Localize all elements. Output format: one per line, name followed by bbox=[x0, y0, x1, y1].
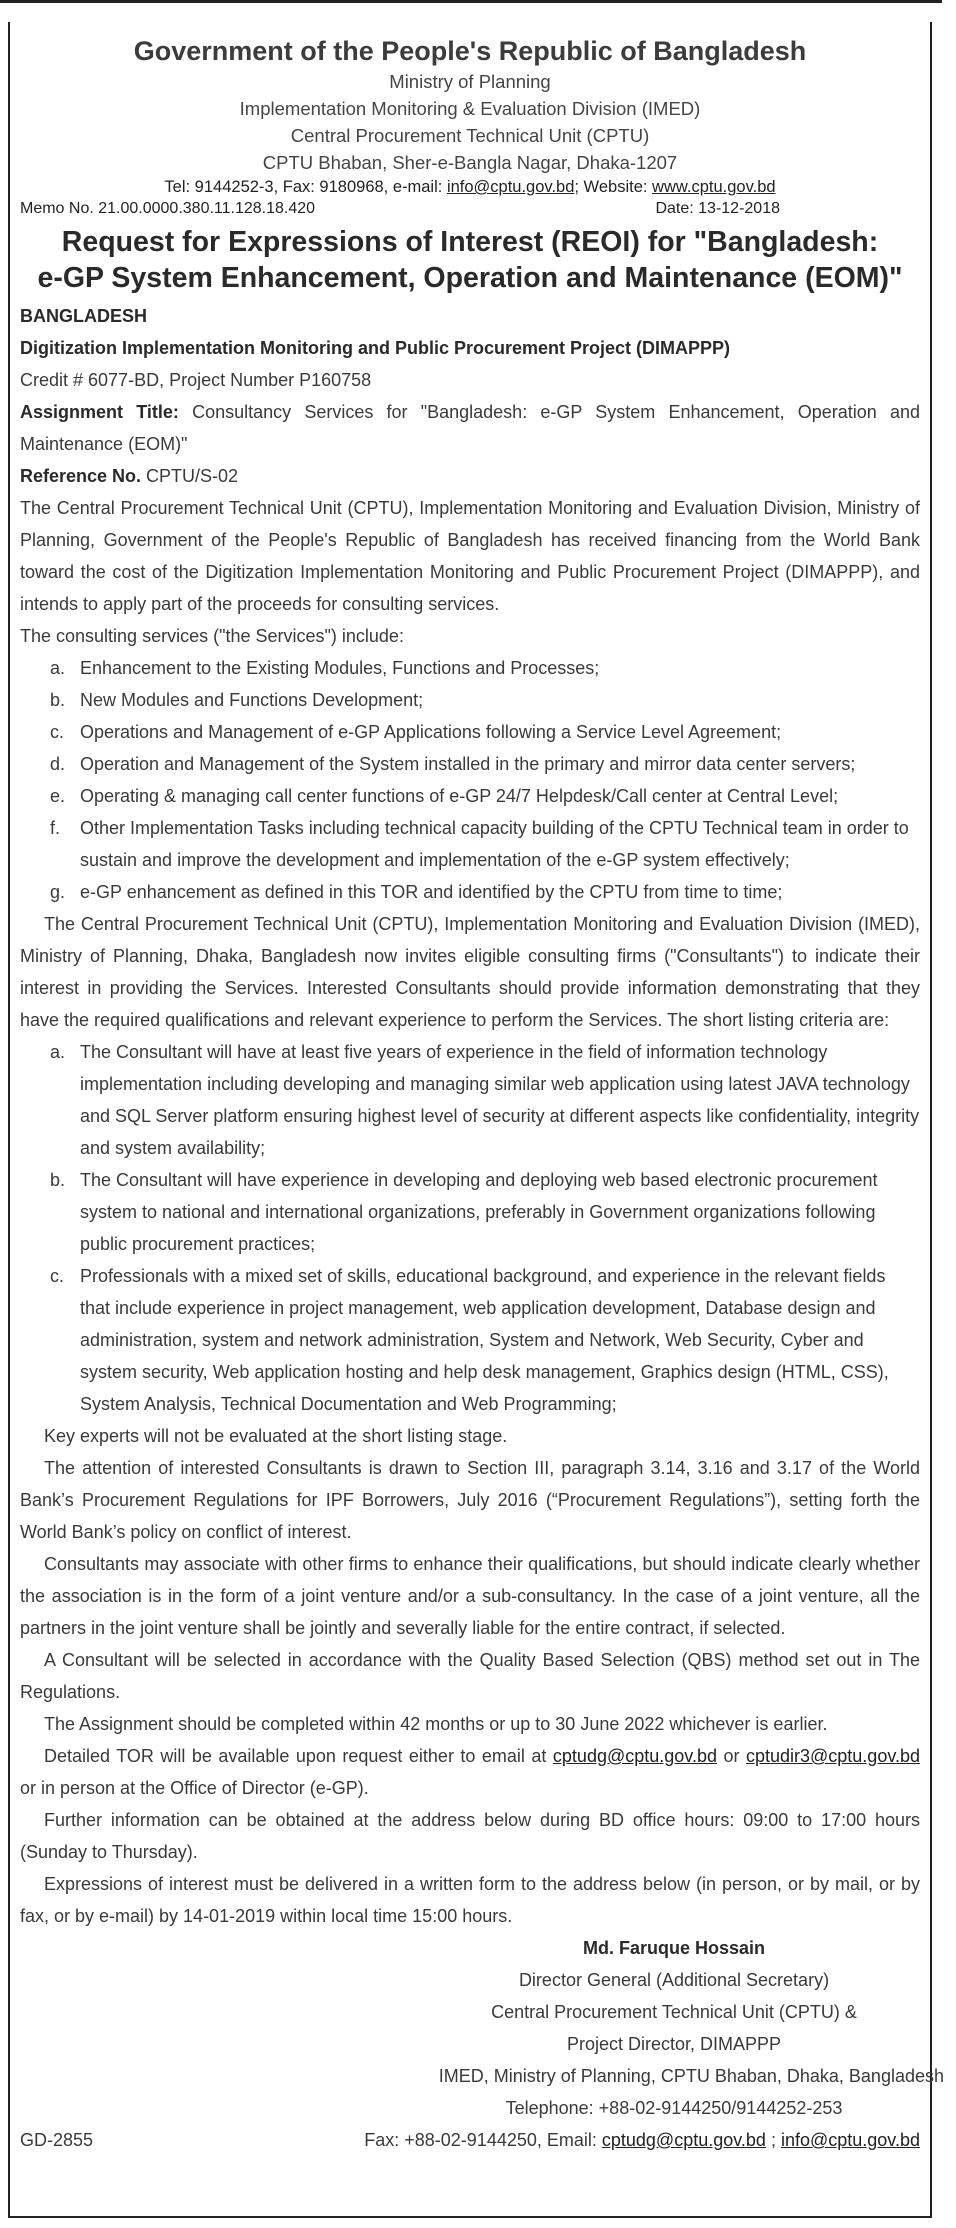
criteria-list bbox=[20, 1036, 920, 1420]
reoi-title-line2: e-GP System Enhancement, Operation and Maintenance (EOM)" bbox=[37, 262, 903, 294]
services-intro: The consulting services ("the Services") include: bbox=[20, 626, 404, 646]
list-item: g. e-GP enhancement as defined in this TOR and identified by the CPTU from time to time; bbox=[50, 882, 783, 902]
list-item: c. Operations and Management of e-GP Applications following a Service Level Agreement; bbox=[50, 722, 782, 742]
list-item: e. Operating & managing call center functions of e-GP 24/7 Helpdesk/Call center at Central Level; bbox=[50, 786, 839, 806]
government-title: Government of the People's Republic of Bangladesh bbox=[133, 36, 807, 66]
office-address: CPTU Bhaban, Sher-e-Bangla Nagar, Dhaka-1207 bbox=[262, 152, 678, 173]
association-paragraph: Consultants may associate with other firms to enhance their qualifications, but should indicate clearly whether the association is in the form of a joint venture and/or a sub-consultancy. In the case of a joint venture, all the partners in the joint venture shall be jointly and severally liable for the entire contract, if selected. bbox=[20, 1554, 920, 1638]
signatory-name: Md. Faruque Hossain bbox=[582, 1938, 766, 1958]
office-hours-paragraph: Further information can be obtained at the address below during BD office hours: 09:00 to 17:00 hours (Sunday to Thursday). bbox=[20, 1810, 920, 1862]
assignment-text: Consultancy Services for "Bangladesh: e-GP System Enhancement, Operation and Maintenance (EOM)" bbox=[20, 402, 920, 454]
list-item: f. Other Implementation Tasks including technical capacity building of the CPTU Technical team in order to sustain and improve the development and implementation of the e-GP system effectively; bbox=[50, 818, 909, 870]
list-item: a. Enhancement to the Existing Modules, Functions and Processes; bbox=[50, 658, 600, 678]
signature-email-dg-link[interactable]: cptudg@cptu.gov.bd bbox=[601, 2130, 766, 2150]
ministry-name: Ministry of Planning bbox=[389, 71, 551, 92]
footer-row bbox=[20, 2124, 920, 2156]
invitation-paragraph: The Central Procurement Technical Unit (CPTU), Implementation Monitoring and Evaluation Division (IMED), Ministry of Planning, Dhaka, Bangladesh now invites eligible consulting firms ("Consultants") to indicate their interest in providing the Services. Interested Consultants should provide information demonstrating that they have the required qualifications and relevant experience to perform the Services. The short listing criteria are: bbox=[20, 914, 920, 1030]
attention-paragraph: The attention of interested Consultants is drawn to Section III, paragraph 3.14, 3.16 and 3.17 of the World Bank’s Procurement Regulations for IPF Borrowers, July 2016 (“Procurement Regulations”), setting forth the World Bank’s policy on conflict of interest. bbox=[20, 1458, 920, 1542]
services-list bbox=[20, 652, 920, 908]
advertisement-page bbox=[8, 22, 944, 2218]
signatory-telephone: Telephone: +88-02-9144250/9144252-253 bbox=[505, 2098, 843, 2118]
signatory-address: IMED, Ministry of Planning, CPTU Bhaban, Dhaka, Bangladesh bbox=[438, 2066, 944, 2086]
signatory-title-2: Central Procurement Technical Unit (CPTU) & bbox=[491, 2002, 857, 2022]
assignment-title bbox=[20, 396, 920, 460]
footer-code: GD-2855 bbox=[20, 2130, 94, 2150]
credit-number: Credit # 6077-BD, Project Number P160758 bbox=[20, 370, 372, 390]
signature-block bbox=[404, 1932, 944, 2124]
signatory-fax-email: Fax: +88-02-9144250, Email: cptudg@cptu.gov.bd ; info@cptu.gov.bd bbox=[364, 2130, 920, 2150]
completion-paragraph: The Assignment should be completed within 42 months or up to 30 June 2022 whichever is earlier. bbox=[44, 1714, 828, 1734]
assignment-label: Assignment Title: bbox=[20, 402, 179, 422]
tor-paragraph: Detailed TOR will be available upon request either to email at cptudg@cptu.gov.bd or cptudir3@cptu.gov.bd or in person at the Office of Director (e-GP). bbox=[20, 1746, 921, 1798]
memo-row bbox=[20, 198, 920, 220]
header-email-link[interactable]: info@cptu.gov.bd bbox=[446, 178, 575, 196]
contact-prefix: Tel: 9144252-3, Fax: 9180968, e-mail: bbox=[164, 178, 447, 196]
reference-number bbox=[20, 460, 920, 492]
memo-number: Memo No. 21.00.0000.380.11.128.18.420 bbox=[20, 200, 316, 217]
signatory-title-1: Director General (Additional Secretary) bbox=[518, 1970, 830, 1990]
key-experts-note: Key experts will not be evaluated at the short listing stage. bbox=[44, 1426, 508, 1446]
reference-label: Reference No. bbox=[20, 466, 142, 486]
project-name: Digitization Implementation Monitoring and Public Procurement Project (DIMAPPP) bbox=[20, 338, 731, 358]
top-border bbox=[0, 0, 942, 3]
contact-line bbox=[20, 176, 920, 198]
website-link[interactable]: www.cptu.gov.bd bbox=[652, 178, 776, 196]
unit-name: Central Procurement Technical Unit (CPTU) bbox=[290, 125, 650, 146]
list-item: b. New Modules and Functions Development; bbox=[50, 690, 424, 710]
reoi-title bbox=[20, 224, 920, 296]
division-name: Implementation Monitoring & Evaluation Division (IMED) bbox=[239, 98, 701, 119]
financing-paragraph: The Central Procurement Technical Unit (CPTU), Implementation Monitoring and Evaluation Division, Ministry of Planning, Government of the People's Republic of Bangladesh has received financing from the World Bank toward the cost of the Digitization Implementation Monitoring and Public Procurement Project (DIMAPPP), and intends to apply part of the proceeds for consulting services. bbox=[20, 498, 920, 614]
list-item: a. The Consultant will have at least five years of experience in the field of information technology implementation including developing and managing similar web application using latest JAVA technology and SQL Server platform ensuring highest level of security at different aspects like confidentiality, integrity and system availability; bbox=[50, 1042, 920, 1158]
country-label: BANGLADESH bbox=[20, 306, 148, 326]
website-prefix: ; Website: bbox=[574, 178, 653, 196]
delivery-paragraph: Expressions of interest must be delivered in a written form to the address below (in person, or by mail, or by fax, or by e-mail) by 14-01-2019 within local time 15:00 hours. bbox=[20, 1874, 920, 1926]
list-item: b. The Consultant will have experience in developing and deploying web based electronic procurement system to national and international organizations, preferably in Government organizations following public procurement practices; bbox=[50, 1170, 878, 1254]
memo-date: Date: 13-12-2018 bbox=[655, 200, 780, 217]
tor-email-dir3-link[interactable]: cptudir3@cptu.gov.bd bbox=[745, 1746, 921, 1766]
tor-email-dg-link[interactable]: cptudg@cptu.gov.bd bbox=[552, 1746, 717, 1766]
list-item: c. Professionals with a mixed set of skills, educational background, and experience in the relevant fields that include experience in project management, web application development, Database design and administration, system and network administration, System and Network, Web Security, Cyber and system security, Web application hosting and help desk management, Graphics design (HTML, CSS), System Analysis, Technical Documentation and Web Programming; bbox=[50, 1266, 889, 1414]
reoi-title-line1: Request for Expressions of Interest (REOI) for "Bangladesh: bbox=[61, 226, 879, 258]
signature-email-info-link[interactable]: info@cptu.gov.bd bbox=[780, 2130, 920, 2150]
selection-paragraph: A Consultant will be selected in accordance with the Quality Based Selection (QBS) method set out in The Regulations. bbox=[20, 1650, 920, 1702]
signatory-title-3: Project Director, DIMAPPP bbox=[566, 2034, 782, 2054]
reference-text: CPTU/S-02 bbox=[141, 466, 239, 486]
list-item: d. Operation and Management of the System installed in the primary and mirror data center servers; bbox=[50, 754, 856, 774]
